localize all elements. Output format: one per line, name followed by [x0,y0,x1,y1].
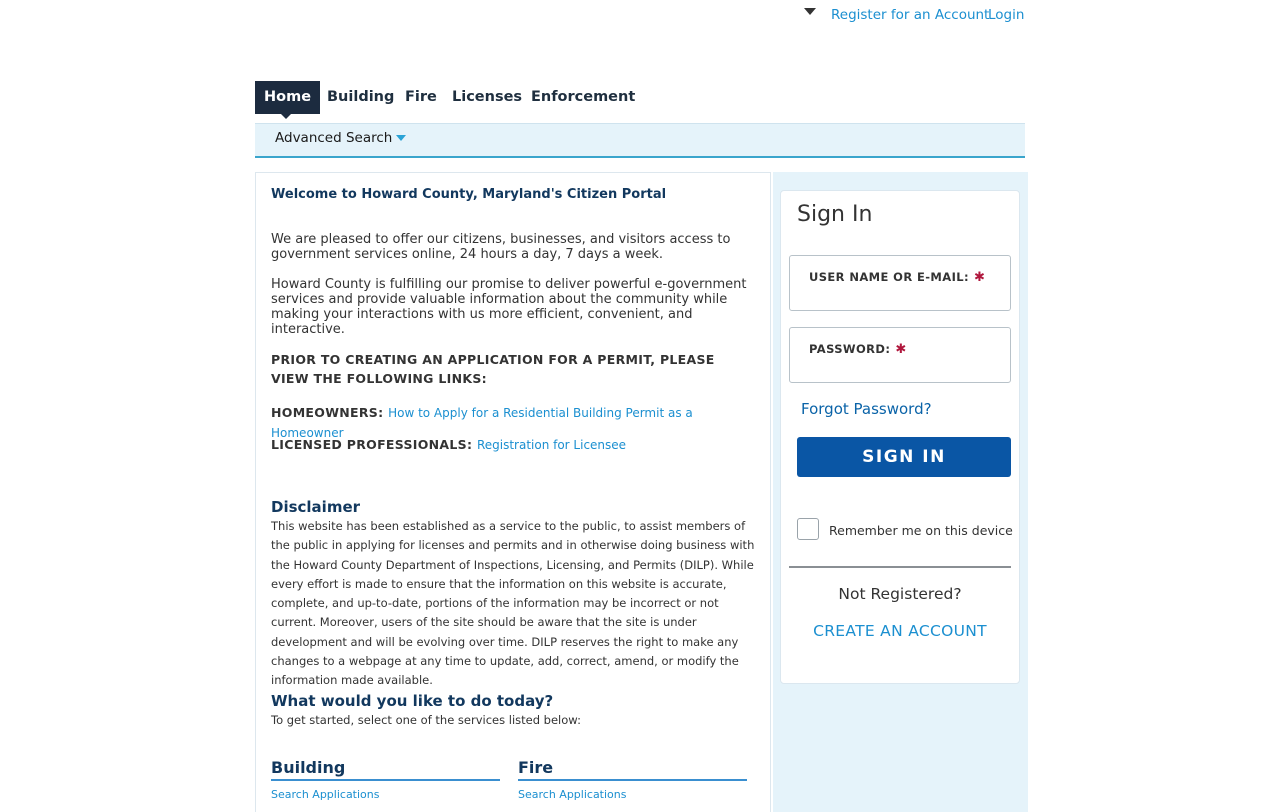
fire-search-applications-link[interactable]: Search Applications [518,788,627,801]
signin-button[interactable]: SIGN IN [797,437,1011,477]
disclaimer-title: Disclaimer [271,498,361,516]
remember-me-checkbox[interactable] [797,518,819,540]
username-label-wrap [809,270,985,285]
homeowners-label: HOMEOWNERS: [271,405,384,420]
username-field[interactable] [789,255,1011,311]
intro-paragraph-2: Howard County is fulfilling our promise to deliver powerful e-government services and provide valuable information about the community while making your interactions with us more efficient, convenient, and interactive. [271,277,747,337]
chevron-down-icon [396,135,406,141]
signin-divider [789,566,1011,568]
password-label-wrap [809,342,907,357]
remember-me-label: Remember me on this device [829,523,1013,538]
licensee-registration-link[interactable]: Registration for Licensee [476,438,627,452]
sub-navigation-bar [255,123,1025,158]
not-registered-text: Not Registered? [838,585,962,603]
intro-paragraph-1: We are pleased to offer our citizens, businesses, and visitors access to government services online, 24 hours a day, 7 days a week. [271,232,731,262]
tab-fire[interactable]: Fire [405,89,437,105]
tab-home[interactable]: Home [255,81,320,114]
forgot-password-link[interactable]: Forgot Password? [801,400,932,418]
building-search-applications-link[interactable]: Search Applications [271,788,380,801]
language-dropdown-caret-icon[interactable] [804,8,816,15]
advanced-search-label: Advanced Search [275,130,393,146]
advanced-search-menu[interactable] [275,130,406,146]
todo-title: What would you like to do today? [271,692,554,710]
login-link[interactable]: Login [988,7,1025,23]
service-heading-building: Building [271,758,500,781]
tab-licenses[interactable]: Licenses [452,89,523,105]
signin-title: Sign In [797,202,873,227]
todo-subtitle: To get started, select one of the services listed below: [271,713,581,727]
prior-notice: PRIOR TO CREATING AN APPLICATION FOR A PERMIT, PLEASE VIEW THE FOLLOWING LINKS: [271,352,715,386]
password-label: PASSWORD: [809,342,891,356]
main-content-panel [255,172,771,812]
active-tab-pointer [280,113,292,119]
required-asterisk-icon: ✱ [973,270,986,285]
create-account-link[interactable]: CREATE AN ACCOUNT [813,622,987,640]
username-label: USER NAME OR E-MAIL: [809,270,969,284]
required-asterisk-icon: ✱ [895,342,907,357]
licensed-professionals-line [271,435,757,455]
welcome-title: Welcome to Howard County, Maryland's Citizen Portal [271,187,667,202]
licensed-professionals-label: LICENSED PROFESSIONALS: [271,437,473,452]
homeowner-permit-link[interactable]: How to Apply for a Residential Building Permit as a Homeowner [271,406,693,440]
service-heading-fire: Fire [518,758,747,781]
password-field[interactable] [789,327,1011,383]
disclaimer-text: This website has been established as a service to the public, to assist members of the public in applying for licenses and permits and in otherwise doing business with the Howard County Department of Inspections, Licensing, and Permits (DILP). While every effort is made to ensure that the information on this website is accurate, complete, and up-to-date, portions of the information may be incorrect or not current. Moreover, users of the site should be aware that the site is under development and will be evolving over time. DILP reserves the right to make any changes to a webpage at any time to update, add, correct, amend, or modify the information made available. [271,519,755,688]
tab-enforcement[interactable]: Enforcement [531,89,636,105]
tab-building[interactable]: Building [327,89,395,105]
register-account-link[interactable]: Register for an Account [831,7,990,23]
